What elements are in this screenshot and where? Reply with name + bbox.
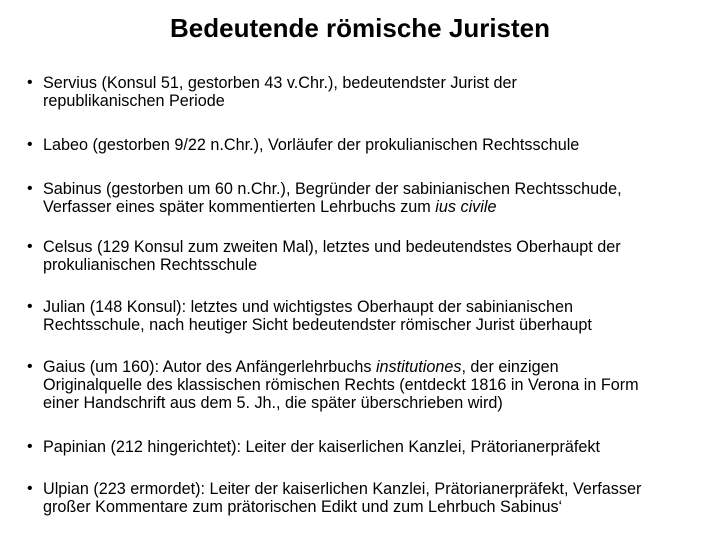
text-line: Servius (Konsul 51, gestorben 43 v.Chr.), bedeutendster Jurist der — [43, 74, 517, 92]
jurist-name: Ulpian — [43, 480, 89, 498]
text-line: Gaius (um 160): Autor des Anfängerlehrbuchs institutiones, der einzigen — [43, 358, 559, 376]
jurist-name: Papinian — [43, 438, 107, 456]
jurist-name: Gaius — [43, 358, 86, 376]
text-line: Rechtsschule, nach heutiger Sicht bedeutendster römischer Jurist überhaupt — [43, 316, 592, 334]
text-line: Ulpian (223 ermordet): Leiter der kaiserlichen Kanzlei, Prätorianerpräfekt, Verfasser — [43, 480, 642, 498]
bullet-icon: • — [27, 136, 33, 153]
text-line: großer Kommentare zum prätorischen Edikt und zum Lehrbuch Sabinus‘ — [43, 498, 563, 516]
text-line: Originalquelle des klassischen römischen Rechts (entdeckt 1816 in Verona in Form — [43, 376, 639, 394]
bullet-icon: • — [27, 238, 33, 255]
jurist-name: Julian — [43, 298, 86, 316]
text-line: Papinian (212 hingerichtet): Leiter der kaiserlichen Kanzlei, Prätorianerpräfekt — [43, 438, 600, 456]
text-line: Julian (148 Konsul): letztes und wichtigstes Oberhaupt der sabinianischen — [43, 298, 574, 316]
bullet-icon: • — [27, 480, 33, 497]
bullet-icon: • — [27, 358, 33, 375]
text-line: republikanischen Periode — [43, 92, 225, 110]
list-item-text — [43, 74, 720, 110]
italic-term: institutiones — [375, 358, 462, 376]
page-title: Bedeutende römische Juristen — [170, 13, 550, 43]
list-item-text — [43, 238, 720, 274]
bullet-icon: • — [27, 298, 33, 315]
text-line: prokulianischen Rechtsschule — [43, 256, 258, 274]
bullet-icon: • — [27, 180, 33, 197]
list-item-text — [43, 180, 720, 216]
list-item-text — [43, 358, 720, 412]
list-item-text — [43, 480, 720, 516]
text-line: Celsus (129 Konsul zum zweiten Mal), letztes und bedeutendstes Oberhaupt der — [43, 238, 621, 256]
list-item-text — [43, 136, 720, 154]
bullet-icon: • — [27, 438, 33, 455]
jurist-name: Celsus — [43, 238, 93, 256]
text-line: Labeo (gestorben 9/22 n.Chr.), Vorläufer der prokulianischen Rechtsschule — [43, 136, 580, 154]
list-item-text — [43, 438, 720, 456]
list-item-text — [43, 298, 720, 334]
text-line: einer Handschrift aus dem 5. Jh., die später überschrieben wird) — [43, 394, 503, 412]
italic-term: ius civile — [435, 198, 497, 216]
bullet-icon: • — [27, 74, 33, 91]
text-line: Verfasser eines später kommentierten Lehrbuchs zum ius civile — [43, 198, 497, 216]
jurist-name: Labeo — [43, 136, 89, 154]
jurist-name: Sabinus — [43, 180, 102, 198]
text-line: Sabinus (gestorben um 60 n.Chr.), Begründer der sabinianischen Rechtsschude, — [43, 180, 622, 198]
jurist-name: Servius — [43, 74, 97, 92]
